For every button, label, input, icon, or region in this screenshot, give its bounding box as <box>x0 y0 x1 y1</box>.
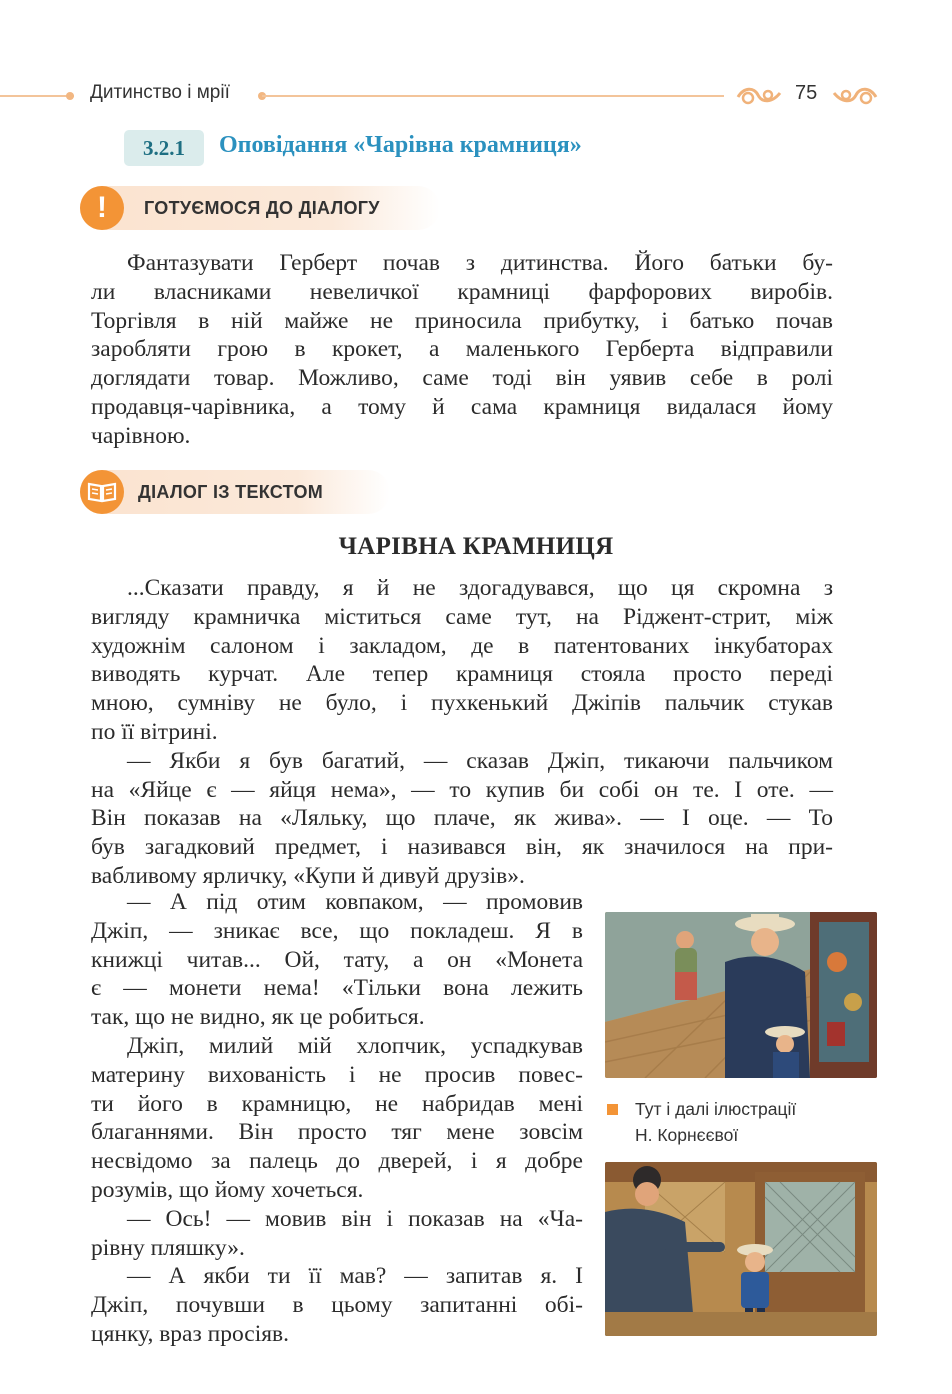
text-line: книжці читав... Ой, тату, а он «Монета <box>91 946 583 973</box>
story-title: ЧАРІВНА КРАМНИЦЯ <box>338 533 614 560</box>
text-line: Джіп, милий мій хлопчик, успадкував <box>127 1032 583 1059</box>
ornament-left-icon <box>736 83 782 109</box>
text-line: Торгівля в ній майже не приносила прибутку, і батько почав <box>91 307 833 334</box>
text-line: Фантазувати Герберт почав з дитинства. Його батьки бу- <box>127 250 833 276</box>
text-line: Він показав на «Ляльку, що плаче, як жива». — І оце. — То <box>91 805 833 832</box>
text-line: вабливому ярличку, «Купи й дивуй друзів». <box>91 862 525 889</box>
story-paragraph-wide <box>91 574 833 891</box>
story-paragraph-narrow <box>91 888 583 1349</box>
caption-text <box>635 1096 875 1148</box>
header-dot-left <box>66 92 74 100</box>
open-book-icon <box>80 470 124 514</box>
text-line: доглядати товар. Можливо, саме тоді він уявив себе в ролі <box>91 365 833 392</box>
text-line: художнім салоном і закладом, де в патентованих інкубаторах <box>91 632 833 659</box>
text-line: є — монети нема! «Тільки вона лежить <box>91 975 583 1002</box>
dialog-with-text-pill <box>80 470 390 514</box>
text-line: по її вітрині. <box>91 718 218 745</box>
text-line: несвідомо за палець до дверей, і я добре <box>91 1148 583 1175</box>
chapter-title: Дитинство і мрії <box>90 82 230 103</box>
text-line: виводять курчат. Але тепер крамниця стояла просто переді <box>91 661 833 688</box>
prepare-dialog-pill <box>80 186 440 230</box>
illustration-shop-door <box>605 1162 877 1336</box>
text-line: цянку, враз просіяв. <box>91 1320 290 1347</box>
header-rule-right <box>262 95 724 97</box>
prepare-dialog-label: ГОТУЄМОСЯ ДО ДІАЛОГУ <box>144 198 380 218</box>
caption-bullet <box>607 1104 618 1115</box>
dialog-with-text-label: ДІАЛОГ ІЗ ТЕКСТОМ <box>138 482 324 502</box>
text-line: — А під отим ковпаком, — промовив <box>127 889 583 915</box>
text-line: благаннями. Він просто тяг мене зовсім <box>91 1119 583 1146</box>
text-line: ли власниками невеличкої крамниці фарфорових виробів. <box>91 278 833 305</box>
text-line: заробляти грою в крокет, а маленького Герберта відправили <box>91 336 833 363</box>
text-line: — А якби ти її мав? — запитав я. І <box>127 1263 583 1290</box>
caption-line: Тут і далі ілюстрації <box>635 1099 797 1119</box>
text-line: рівну пляшку». <box>91 1234 245 1261</box>
ornament-right-icon <box>832 83 878 109</box>
text-line: мною, сумніву не було, і пухкенький Джіпів пальчик стукав <box>91 690 833 717</box>
section-title: Оповідання «Чарівна крамниця» <box>219 132 582 158</box>
text-line: розумів, що йому хочеться. <box>91 1176 364 1203</box>
text-line: був загадковий предмет, і називався він, як значилося на при- <box>91 834 833 861</box>
text-line: Джіп, почувши в цьому запитанні обі- <box>91 1292 583 1319</box>
text-line: вигляду крамничка міститься саме тут, на Ріджент-стрит, між <box>91 603 833 630</box>
illustration-street <box>605 912 877 1078</box>
text-line: — Якби я був багатий, — сказав Джіп, тикаючи пальчиком <box>127 747 833 774</box>
text-line: на «Яйце є — яйця нема», — то купив би собі он те. І оте. — <box>91 776 833 803</box>
exclamation-icon: ! <box>80 186 124 230</box>
text-line: материну вихованість і не просив повес- <box>91 1061 583 1088</box>
page-number: 75 <box>795 82 818 104</box>
text-line: чарівною. <box>91 422 191 449</box>
header-rule-left <box>0 95 74 97</box>
section-number-badge: 3.2.1 <box>124 130 204 166</box>
text-line: ти його в крамницю, не набридав мені <box>91 1090 583 1117</box>
caption-line: Н. Корнєєвої <box>635 1125 739 1145</box>
intro-paragraph <box>91 249 833 451</box>
text-line: так, що не видно, як це робиться. <box>91 1004 425 1031</box>
text-line: ...Сказати правду, я й не здогадувався, що ця скромна з <box>127 575 833 601</box>
text-line: Джіп, — зникає все, що покладеш. Я в <box>91 917 583 944</box>
text-line: продавця-чарівника, а тому й сама крамниця видалася йому <box>91 393 833 420</box>
running-header <box>0 78 952 114</box>
text-line: — Ось! — мовив він і показав на «Ча- <box>127 1205 583 1232</box>
